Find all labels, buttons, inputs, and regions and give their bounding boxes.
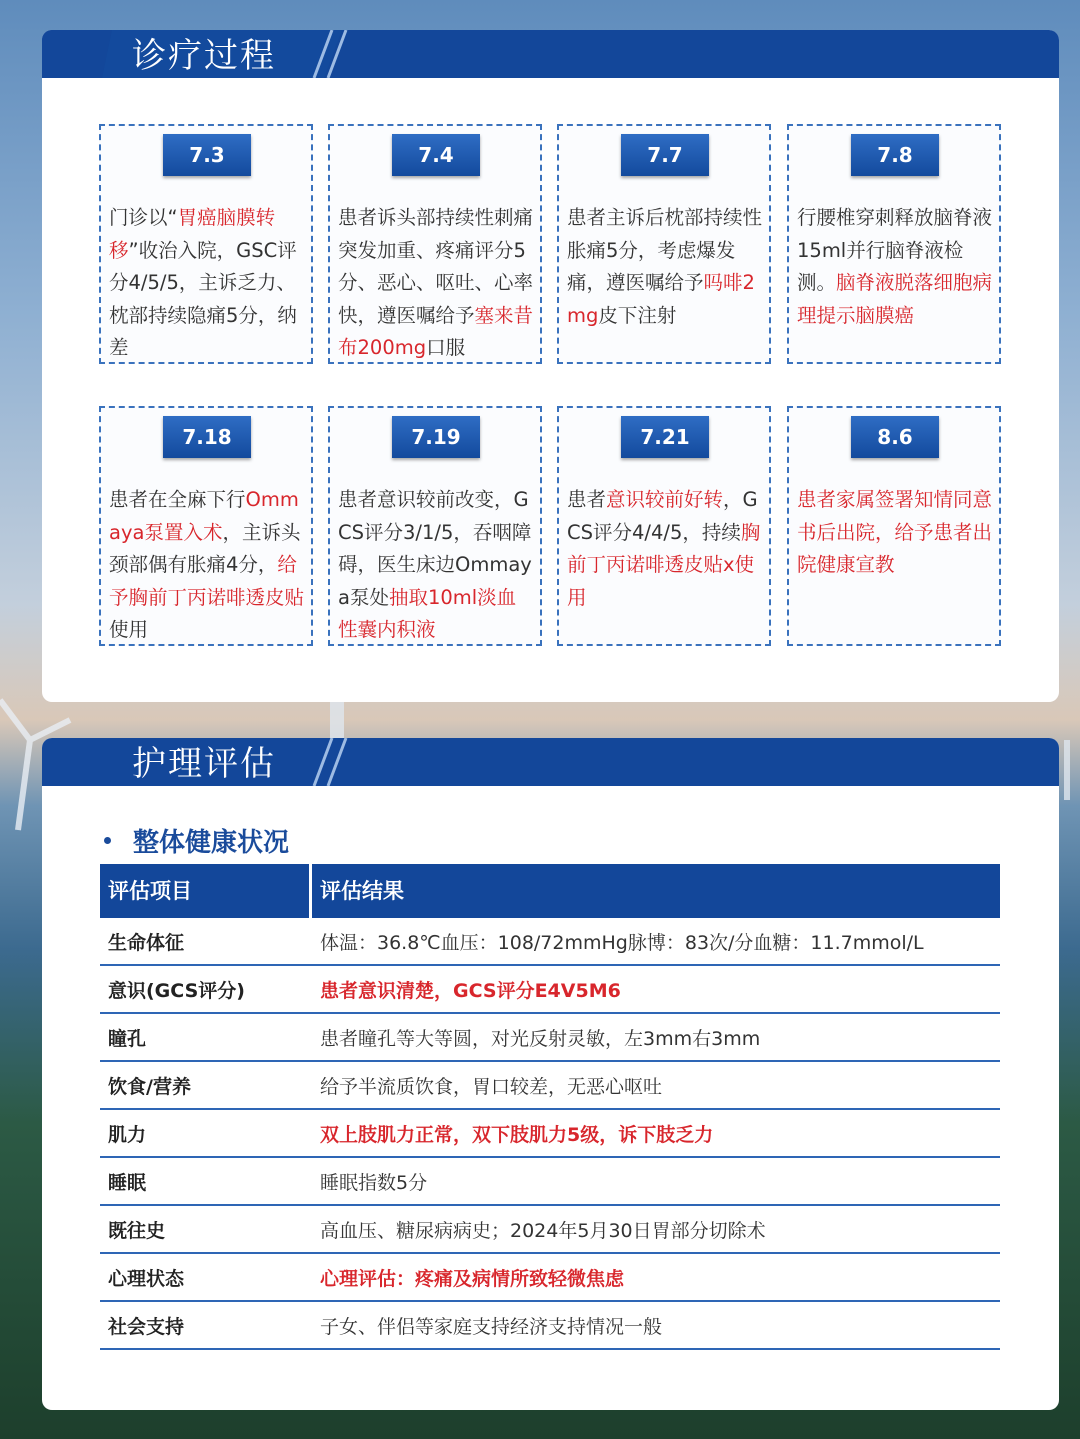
nursing-assessment-header [42,738,1059,786]
timeline-card [99,406,313,646]
assessment-result: 体温：36.8℃血压：108/72mmHg脉博：83次/分血糖：11.7mmol/L [320,932,924,954]
card-description [109,202,305,365]
text-segment: 患者意识较前改变，GCS评分3/1/5，吞咽障碍，医生床边Ommaya泵处 [338,488,532,609]
card-description [797,484,993,582]
date-badge: 8.6 [851,416,939,458]
date-badge: 7.8 [851,134,939,176]
text-segment: ，主诉头颈部偶有胀痛4分， [109,520,301,576]
column-header-item: 评估项目 [108,879,192,903]
highlighted-text: Ommaya泵置入术 [109,488,299,544]
highlighted-text: 胸前丁丙诺啡透皮贴x使用 [567,520,761,609]
date-badge: 7.21 [621,416,709,458]
table-body [100,918,1000,1350]
text-segment: ”收治入院，GSC评分4/5/5，主诉乏力、枕部持续隐痛5分，纳差 [109,238,297,359]
section-title: 护理评估 [132,744,276,784]
highlighted-text: 给予胸前丁丙诺啡透皮贴 [109,553,305,609]
assessment-item: 睡眠 [108,1172,147,1194]
card-description [338,484,534,647]
timeline-card [99,124,313,364]
highlighted-text: 塞来昔布200mg [338,303,534,359]
bullet-icon [104,837,111,844]
card-description [567,484,763,614]
column-header-result: 评估结果 [320,879,404,903]
text-segment: 口服 [426,336,466,359]
assessment-result: 睡眠指数5分 [320,1172,428,1194]
card-description [567,202,763,332]
assessment-item: 既往史 [108,1220,166,1242]
text-segment: ，GCS评分4/4/5，持续 [567,488,758,544]
assessment-item: 饮食/营养 [108,1076,191,1098]
text-segment: 使用 [109,618,149,641]
timeline-card [787,124,1001,364]
highlighted-text: 意识较前好转 [606,488,724,511]
assessment-item: 生命体征 [108,932,185,954]
timeline-card [557,406,771,646]
date-badge: 7.18 [163,416,251,458]
table-row [100,918,1000,966]
highlighted-text: 胃癌脑膜转移 [109,206,276,262]
assessment-result: 子女、伴侣等家庭支持经济支持情况一般 [320,1316,663,1338]
treatment-process-header [42,30,1059,78]
text-segment: 患者在全麻下行 [109,488,246,511]
timeline-card [787,406,1001,646]
card-description [338,202,534,365]
timeline-card [328,124,542,364]
assessment-item: 肌力 [108,1124,147,1146]
subsection-title: 整体健康状况 [133,828,290,858]
table-row [100,1254,1000,1302]
text-segment: 皮下注射 [598,303,677,327]
table-header [100,864,1000,918]
assessment-item: 社会支持 [108,1316,185,1338]
text-segment: 患者主诉后枕部持续性胀痛5分，考虑爆发痛，遵医嘱给予 [567,206,763,294]
table-row [100,1014,1000,1062]
text-segment: 患者 [567,488,607,511]
treatment-process-panel [42,30,1059,702]
card-description [109,484,305,647]
text-segment: 患者诉头部持续性刺痛突发加重、疼痛评分5分、恶心、呕吐、心率快，遵医嘱给予 [338,206,534,327]
highlighted-text: 患者家属签署知情同意书后出院，给予患者出院健康宣教 [797,488,993,576]
assessment-result: 高血压、糖尿病病史；2024年5月30日胃部分切除术 [320,1220,766,1242]
text-segment: 行腰椎穿刺释放脑脊液15ml并行脑脊液检测。 [797,206,993,294]
table-row [100,1206,1000,1254]
date-badge: 7.7 [621,134,709,176]
card-description [797,202,993,332]
date-badge: 7.4 [392,134,480,176]
assessment-table [100,864,1000,1350]
assessment-result: 给予半流质饮食，胃口较差，无恶心呕吐 [320,1076,663,1098]
nursing-assessment-panel [42,738,1059,1410]
assessment-item: 意识(GCS评分) [108,980,245,1002]
assessment-result: 双上肢肌力正常，双下肢肌力5级，诉下肢乏力 [320,1124,714,1146]
date-badge: 7.19 [392,416,480,458]
timeline-card [557,124,771,364]
text-segment: 门诊以“ [109,206,178,229]
table-row [100,1158,1000,1206]
assessment-result: 心理评估：疼痛及病情所致轻微焦虑 [320,1268,625,1290]
date-badge: 7.3 [163,134,251,176]
table-row [100,1062,1000,1110]
highlighted-text: 吗啡2mg [567,271,755,327]
assessment-item: 瞳孔 [108,1028,147,1050]
assessment-result: 患者意识清楚，GCS评分E4V5M6 [320,980,621,1002]
table-row [100,1302,1000,1350]
highlighted-text: 抽取10ml淡血性囊内积液 [338,585,517,641]
assessment-result: 患者瞳孔等大等圆，对光反射灵敏，左3mm右3mm [320,1028,761,1050]
subsection-heading [104,822,289,859]
section-title: 诊疗过程 [132,36,276,76]
timeline-card [328,406,542,646]
column-divider [309,864,312,918]
assessment-item: 心理状态 [108,1268,185,1290]
table-row [100,1110,1000,1158]
table-row [100,966,1000,1014]
highlighted-text: 脑脊液脱落细胞病理提示脑膜癌 [797,271,993,327]
